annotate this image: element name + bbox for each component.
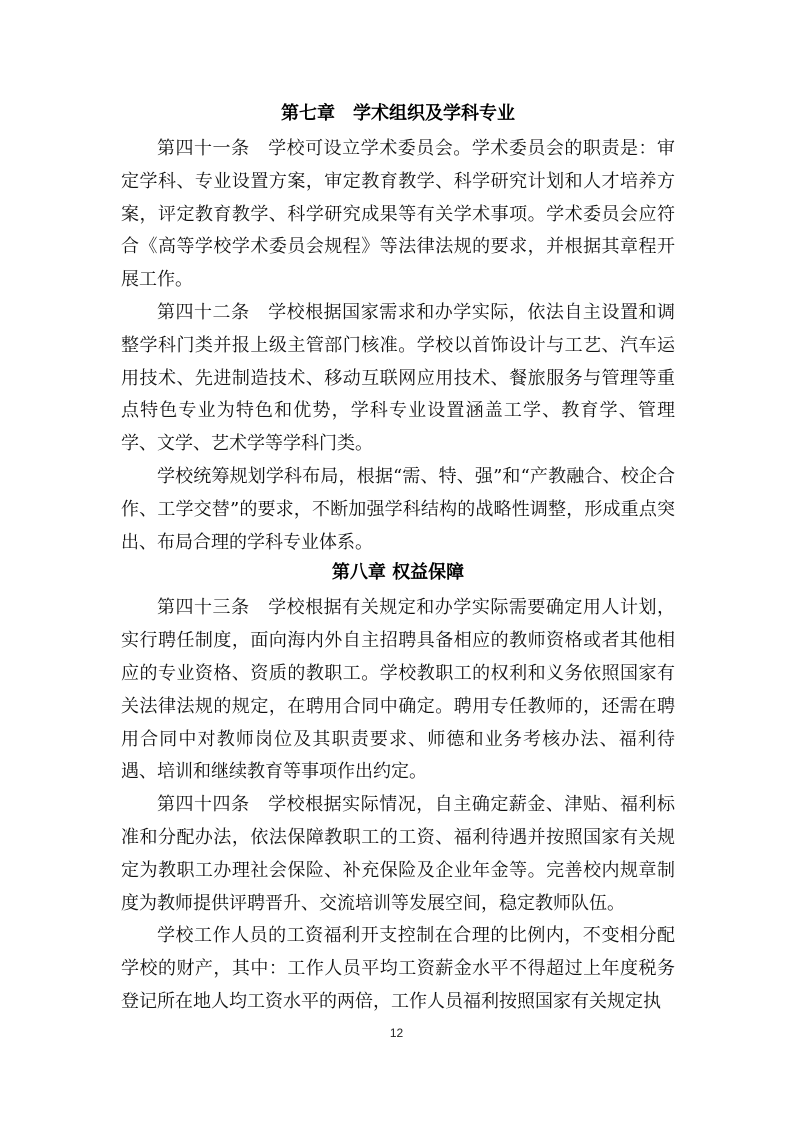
article-41-paragraph: 第四十一条 学校可设立学术委员会。学术委员会的职责是：审定学科、专业设置方案，审定教育教学、科学研究计划和人才培养方案，评定教育教学、科学研究成果等有关学术事项。学术委员会应符合《高等学校学术委员会规程》等法律法规的要求，并根据其章程开展工作。 [121,138,675,291]
chapter-7-heading: 第七章 学术组织及学科专业 [281,103,515,124]
article-42-paragraph: 第四十二条 学校根据国家需求和办学实际，依法自主设置和调整学科门类并报上级主管部门核准。学校以首饰设计与工艺、汽车运用技术、先进制造技术、移动互联网应用技术、餐旅服务与管理等重点特色专业为特色和优势，学科专业设置涵盖工学、教育学、管理学、文学、艺术学等学科门类。 [121,301,675,455]
document-page [121,102,675,1019]
chapter-8-heading: 第八章 权益保障 [331,562,465,584]
page-number: 12 [389,1026,404,1040]
salary-control-paragraph: 学校工作人员的工资福利开支控制在合理的比例内，不变相分配学校的财产，其中：工作人员平均工资薪金水平不得超过上年度税务登记所在地人均工资水平的两倍，工作人员福利按照国家有关规定执 [121,925,675,1012]
article-44-paragraph: 第四十四条 学校根据实际情况，自主确定薪金、津贴、福利标准和分配办法，依法保障教职工的工资、福利待遇并按照国家有关规定为教职工办理社会保险、补充保险及企业年金等。完善校内规章制度为教师提供评聘晋升、交流培训等发展空间，稳定教师队伍。 [121,794,675,914]
discipline-layout-paragraph: 学校统筹规划学科布局，根据“需、特、强”和“产教融合、校企合作、工学交替”的要求，不断加强学科结构的战略性调整，形成重点突出、布局合理的学科专业体系。 [121,465,675,553]
article-43-paragraph: 第四十三条 学校根据有关规定和办学实际需要确定用人计划，实行聘任制度，面向海内外自主招聘具备相应的教师资格或者其他相应的专业资格、资质的教职工。学校教职工的权利和义务依照国家有关法律法规的规定，在聘用合同中确定。聘用专任教师的，还需在聘用合同中对教师岗位及其职责要求、师德和业务考核办法、福利待遇、培训和继续教育等事项作出约定。 [121,597,675,783]
